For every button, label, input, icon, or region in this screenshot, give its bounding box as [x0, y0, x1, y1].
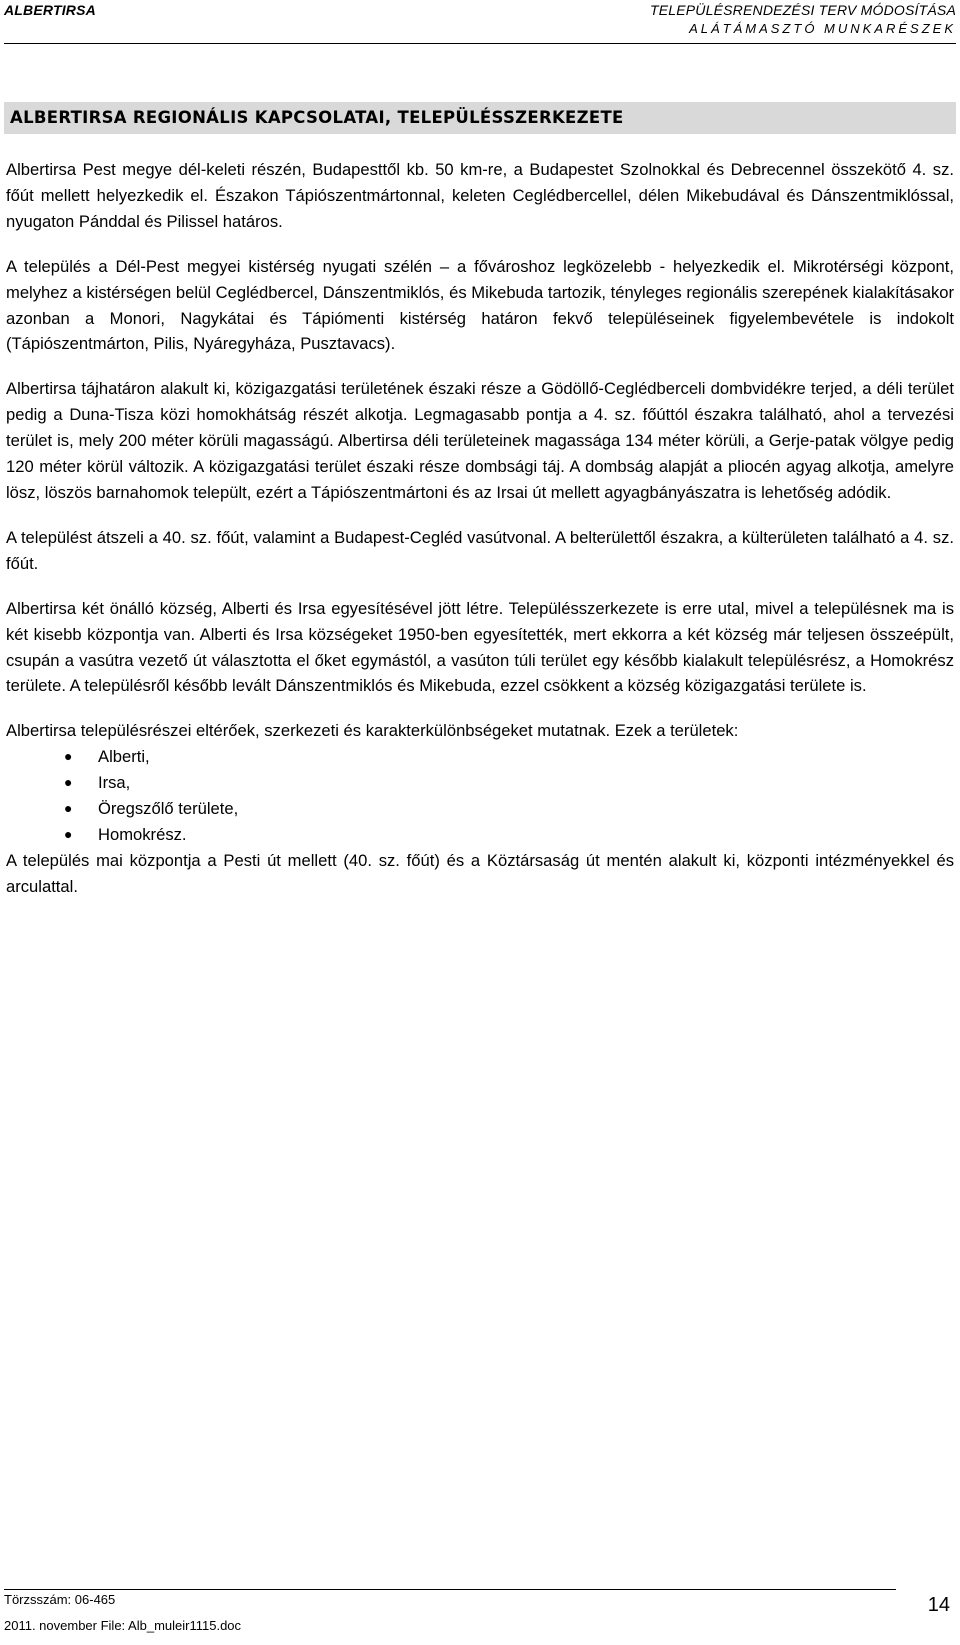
paragraph: A települést átszeli a 40. sz. főút, valamint a Budapest-Cegléd vasútvonal. A belterülettől északra, a külterületen található a 4. sz. főút. [6, 527, 954, 573]
paragraph: A település a Dél-Pest megyei kistérség nyugati szélén – a fővároshoz legközelebb - helyezkedik el. Mikrotérségi központ, melyhez a kistérségen belül Ceglédbercel, Dánszentmiklós, és Mikebuda tartozik, tényleges regionális szerepének kialakításakor azonban a Monori, Nagykátai és Tápiómenti kistérség határon fekvő településeinek figyelembevétele is indokolt (Tápiószentmárton, Pilis, Nyáregyháza, Pusztavacs). [6, 256, 954, 354]
section-title-bar [4, 102, 956, 134]
list-item [6, 822, 954, 848]
header-right-title: TELEPÜLÉSRENDEZÉSI TERV MÓDOSÍTÁSA [649, 2, 956, 18]
bullet-icon: ● [64, 748, 73, 765]
list-item-label: Homokrész. [98, 824, 187, 844]
bullet-icon: ● [64, 774, 73, 791]
footer-file-info: 2011. november File: Alb_muleir1115.doc [4, 1618, 242, 1633]
page-number: 14 [927, 1594, 950, 1616]
list-item-label: Irsa, [98, 773, 131, 793]
section-title: ALBERTIRSA REGIONÁLIS KAPCSOLATAI, TELEPÜLÉSSZERKEZETE [10, 108, 624, 127]
paragraph: Albertirsa tájhatáron alakult ki, közigazgatási területének északi része a Gödöllő-Ceglédberceli dombvidékre terjed, a déli terület pedig a Duna-Tisza közi homokhátság részét alkotja. Legmagasabb pontja a 4. sz. főúttól északra található, ahol a tervezési terület is, mely 200 méter körüli magasságú. Albertirsa déli területeinek magassága 134 méter körüli, a Gerje-patak völgye pedig 120 méter körül változik. A közigazgatási terület északi része dombsági táj. A dombság alapját a pliocén agyag alkotja, amelyre lösz, löszös barnahomok települt, ezért a Tápiószentmártoni és az Irsai út mellett agyagbányászatra is lehetőség adódik. [6, 379, 954, 502]
header-left-title: ALBERTIRSA [4, 2, 96, 18]
bullet-icon: ● [64, 825, 73, 842]
header-divider [4, 43, 956, 44]
footer-divider [4, 1589, 896, 1590]
bullet-icon: ● [64, 800, 73, 817]
list-item-label: Alberti, [98, 747, 150, 767]
header-right [650, 2, 956, 36]
header-right-subtitle: ALÁTÁMASZTÓ MUNKARÉSZEK [689, 21, 956, 36]
paragraph: Albertirsa két önálló község, Alberti és Irsa egyesítésével jött létre. Településszerkezete is erre utal, mivel a településnek ma is két kisebb központja van. Alberti és Irsa községeket 1950-ben egyesítették, mert ekkorra a két község már teljesen összeépült, csupán a vasútra vezető út választotta el őket egymástól, a vasúton túli terület egy később kialakult településrész, a Homokrész területe. A településről később levált Dánszentmiklós és Mikebuda, ezzel csökkent a község közigazgatási területe is. [6, 598, 954, 696]
list-item-label: Öregszőlő területe, [98, 799, 239, 819]
list-item [6, 796, 954, 822]
district-list [6, 744, 954, 848]
closing-paragraph: A település mai központja a Pesti út mellett (40. sz. főút) és a Köztársaság út mentén alakult ki, központi intézményekkel és arculattal. [6, 850, 954, 896]
list-item [6, 770, 954, 796]
body-content [6, 157, 954, 900]
paragraph: Albertirsa Pest megye dél-keleti részén, Budapesttől kb. 50 km-re, a Budapestet Szolnokkal és Debrecennel összekötő 4. sz. főút mellett helyezkedik el. Északon Tápiószentmártonnal, keleten Ceglédbercellel, délen Mikebudával és Dánszentmiklóssal, nyugaton Pánddal és Pilissel határos. [6, 160, 954, 231]
paragraph: Albertirsa településrészei eltérőek, szerkezeti és karakterkülönbségeket mutatnak. Ezek a területek: [6, 721, 739, 741]
footer-registry-number: Törzsszám: 06-465 [4, 1592, 116, 1607]
list-item [6, 744, 954, 770]
